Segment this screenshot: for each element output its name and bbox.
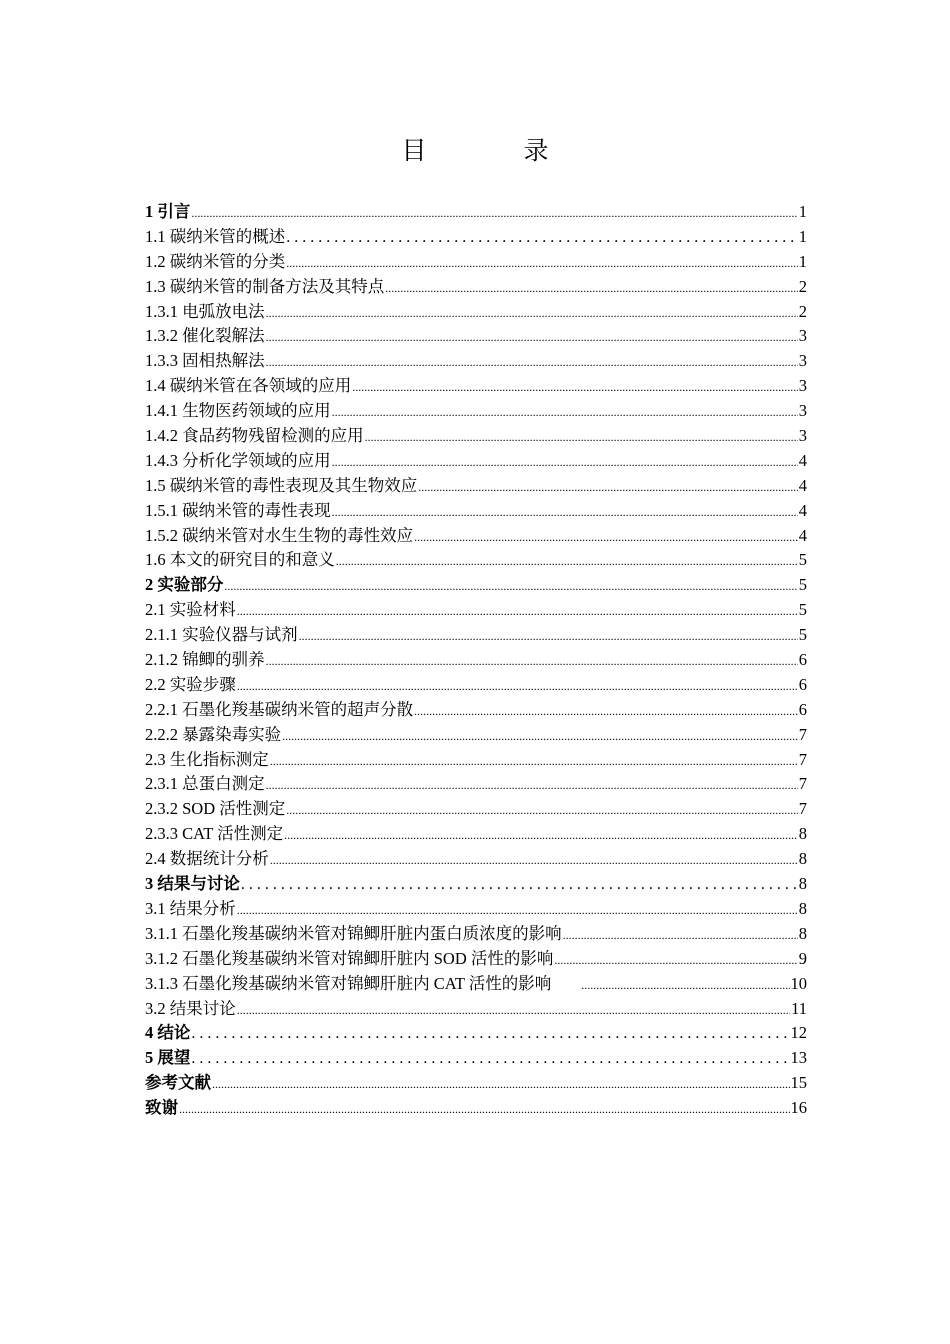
toc-entry-page-number: 6 [798, 650, 807, 670]
toc-dot-leader [286, 798, 797, 822]
toc-entry-page-number: 7 [798, 749, 807, 769]
toc-entry-page-number: 4 [798, 500, 807, 520]
toc-entry-label: 2.3.3 CAT 活性测定 [145, 824, 284, 844]
toc-entry-page-number: 8 [798, 874, 807, 894]
toc-entry-page-number: 10 [790, 973, 807, 993]
toc-dot-leader [336, 549, 798, 573]
toc-entry-page-number: 6 [798, 674, 807, 694]
toc-entry-label: 1.4.2 食品药物残留检测的应用 [145, 426, 364, 446]
toc-entry-page-number: 2 [798, 276, 807, 296]
toc-dot-leader [282, 724, 798, 748]
toc-dot-leader [266, 350, 798, 374]
toc-entry-label: 2.2.2 暴露染毒实验 [145, 724, 282, 744]
toc-entry[interactable] [145, 349, 807, 374]
toc-entry-label: 2.1.2 锦鲫的驯养 [145, 650, 265, 670]
toc-entry[interactable] [145, 772, 807, 797]
toc-entry-label: 致谢 [145, 1098, 178, 1118]
toc-entry[interactable] [145, 847, 807, 872]
toc-entry-label: 2 实验部分 [145, 575, 224, 595]
toc-entry[interactable] [145, 524, 807, 549]
toc-entry-label: 1.5.1 碳纳米管的毒性表现 [145, 500, 331, 520]
toc-entry[interactable] [145, 424, 807, 449]
toc-entry-label: 2.3.1 总蛋白测定 [145, 774, 265, 794]
toc-dot-leader [266, 649, 798, 673]
toc-entry[interactable] [145, 374, 807, 399]
toc-entry-page-number: 1 [798, 202, 807, 221]
toc-entry[interactable] [145, 499, 807, 524]
toc-entry[interactable] [145, 1021, 807, 1046]
toc-dot-leader [241, 873, 798, 897]
toc-entry[interactable] [145, 897, 807, 922]
toc-entry-page-number: 4 [798, 525, 807, 545]
toc-entry-page-number: 11 [791, 998, 807, 1018]
toc-entry-page-number: 8 [798, 923, 807, 943]
toc-entry[interactable] [145, 225, 807, 250]
toc-entry-label: 1.2 碳纳米管的分类 [145, 251, 286, 271]
toc-dot-leader [332, 450, 798, 474]
toc-entry-label: 1 引言 [145, 202, 191, 221]
toc-entry[interactable] [145, 300, 807, 325]
toc-dot-leader [385, 276, 798, 300]
toc-entry-label: 2.1.1 实验仪器与试剂 [145, 625, 298, 645]
toc-dot-leader [286, 226, 798, 250]
toc-entry[interactable] [145, 922, 807, 947]
toc-entry-page-number: 7 [798, 724, 807, 744]
toc-entry-label: 1.5.2 碳纳米管对水生生物的毒性效应 [145, 525, 414, 545]
toc-dot-leader [332, 400, 798, 424]
toc-dot-leader [270, 749, 798, 773]
toc-entry[interactable] [145, 1046, 807, 1071]
toc-entry-label: 1.6 本文的研究目的和意义 [145, 550, 335, 570]
toc-entry[interactable] [145, 399, 807, 424]
toc-entry-page-number: 2 [798, 301, 807, 321]
toc-entry-label: 5 展望 [145, 1048, 191, 1068]
toc-dot-leader [284, 823, 798, 847]
toc-title: 目 录 [401, 138, 585, 165]
toc-entry[interactable] [145, 573, 807, 598]
toc-dot-leader [414, 699, 798, 723]
toc-dot-leader [414, 525, 798, 549]
toc-entry[interactable] [145, 822, 807, 847]
toc-dot-leader [191, 1022, 789, 1046]
toc-entry-label: 3.1 结果分析 [145, 898, 236, 918]
toc-entry-label: 2.3 生化指标测定 [145, 749, 269, 769]
toc-entry-label: 3 结果与讨论 [145, 874, 240, 894]
toc-entry-page-number: 5 [798, 625, 807, 645]
toc-entry-page-number: 16 [790, 1098, 807, 1118]
toc-entry-label: 1.5 碳纳米管的毒性表现及其生物效应 [145, 475, 418, 495]
toc-dot-leader [266, 301, 798, 325]
toc-entry[interactable] [145, 548, 807, 573]
toc-dot-leader [266, 325, 798, 349]
toc-entry-page-number: 15 [790, 1073, 807, 1093]
toc-dot-leader [224, 574, 797, 598]
toc-dot-leader [237, 998, 790, 1022]
toc-dot-leader [352, 375, 798, 399]
toc-dot-leader [212, 1072, 790, 1096]
toc-entry-page-number: 7 [798, 799, 807, 819]
toc-dot-leader [286, 251, 798, 275]
toc-entry-label: 2.2.1 石墨化羧基碳纳米管的超声分散 [145, 699, 414, 719]
toc-entry-label: 1.3.2 催化裂解法 [145, 326, 265, 346]
toc-entry-label: 参考文献 [145, 1073, 211, 1093]
toc-entry-page-number: 8 [798, 849, 807, 869]
toc-entry[interactable] [145, 723, 807, 748]
toc-entry-label: 2.4 数据统计分析 [145, 849, 269, 869]
toc-dot-leader [237, 674, 798, 698]
toc-entry-page-number: 4 [798, 450, 807, 470]
toc-entry-page-number: 8 [798, 824, 807, 844]
toc-entry-page-number: 5 [798, 600, 807, 620]
toc-entry[interactable] [145, 623, 807, 648]
toc-entry[interactable] [145, 275, 807, 300]
toc-entry-label: 1.3.1 电弧放电法 [145, 301, 265, 321]
toc-dot-leader [554, 948, 797, 972]
toc-entry-page-number: 3 [798, 351, 807, 371]
toc-entry-label: 2.3.2 SOD 活性测定 [145, 799, 286, 819]
toc-dot-leader [563, 923, 798, 947]
toc-entry[interactable] [145, 947, 807, 972]
toc-entry-label: 2.1 实验材料 [145, 600, 236, 620]
toc-entry[interactable] [145, 598, 807, 623]
toc-dot-leader [237, 898, 798, 922]
toc-entry[interactable] [145, 474, 807, 499]
toc-entry-page-number: 3 [798, 326, 807, 346]
toc-entry[interactable] [145, 449, 807, 474]
toc-entry[interactable] [145, 997, 807, 1022]
toc-dot-leader [365, 425, 798, 449]
toc-dot-leader [266, 773, 798, 797]
toc-entry-page-number: 9 [798, 948, 807, 968]
toc-entry-page-number: 3 [798, 376, 807, 396]
toc-entry-page-number: 4 [798, 475, 807, 495]
toc-entry[interactable] [145, 972, 807, 997]
toc-entry-page-number: 3 [798, 426, 807, 446]
toc-entry-label: 1.4 碳纳米管在各领域的应用 [145, 376, 352, 396]
toc-dot-leader [418, 475, 798, 499]
toc-entry-page-number: 12 [790, 1023, 807, 1043]
toc-entry-label: 2.2 实验步骤 [145, 674, 236, 694]
toc-dot-leader [332, 500, 798, 524]
toc-entry-page-number: 5 [798, 550, 807, 570]
table-of-contents [145, 200, 807, 1121]
toc-entry[interactable] [145, 872, 807, 897]
toc-entry[interactable] [145, 748, 807, 773]
toc-entry-label: 3.2 结果讨论 [145, 998, 236, 1018]
toc-entry-page-number: 13 [790, 1048, 807, 1068]
toc-entry[interactable] [145, 673, 807, 698]
toc-entry[interactable] [145, 698, 807, 723]
toc-dot-leader [191, 1047, 789, 1071]
toc-entry-label: 1.4.3 分析化学领域的应用 [145, 450, 331, 470]
toc-entry[interactable] [145, 648, 807, 673]
toc-dot-leader [237, 599, 798, 623]
toc-entry-page-number: 7 [798, 774, 807, 794]
toc-dot-leader [191, 201, 797, 225]
toc-entry-label: 1.4.1 生物医药领域的应用 [145, 401, 331, 421]
toc-dot-leader [581, 973, 789, 997]
toc-entry[interactable] [145, 250, 807, 275]
toc-entry-page-number: 5 [798, 575, 807, 595]
toc-entry-page-number: 1 [798, 251, 807, 271]
toc-dot-leader [179, 1097, 790, 1121]
toc-entry-label: 1.3.3 固相热解法 [145, 351, 265, 371]
toc-entry[interactable] [145, 200, 807, 225]
toc-entry-page-number: 8 [798, 898, 807, 918]
toc-dot-leader [270, 848, 798, 872]
toc-entry[interactable] [145, 1096, 807, 1121]
toc-entry-page-number: 1 [798, 226, 807, 246]
toc-entry-label: 1.3 碳纳米管的制备方法及其特点 [145, 276, 385, 296]
toc-entry-page-number: 3 [798, 401, 807, 421]
toc-entry-label: 4 结论 [145, 1023, 191, 1043]
toc-entry-label: 3.1.2 石墨化羧基碳纳米管对锦鲫肝脏内 SOD 活性的影响 [145, 948, 554, 968]
toc-dot-leader [299, 624, 798, 648]
toc-entry[interactable] [145, 797, 807, 822]
toc-entry-label: 3.1.1 石墨化羧基碳纳米管对锦鲫肝脏内蛋白质浓度的影响 [145, 923, 562, 943]
toc-entry-label: 3.1.3 石墨化羧基碳纳米管对锦鲫肝脏内 CAT 活性的影响 [145, 973, 552, 993]
toc-entry-label: 1.1 碳纳米管的概述 [145, 226, 286, 246]
toc-entry[interactable] [145, 324, 807, 349]
toc-entry[interactable] [145, 1071, 807, 1096]
toc-entry-page-number: 6 [798, 699, 807, 719]
